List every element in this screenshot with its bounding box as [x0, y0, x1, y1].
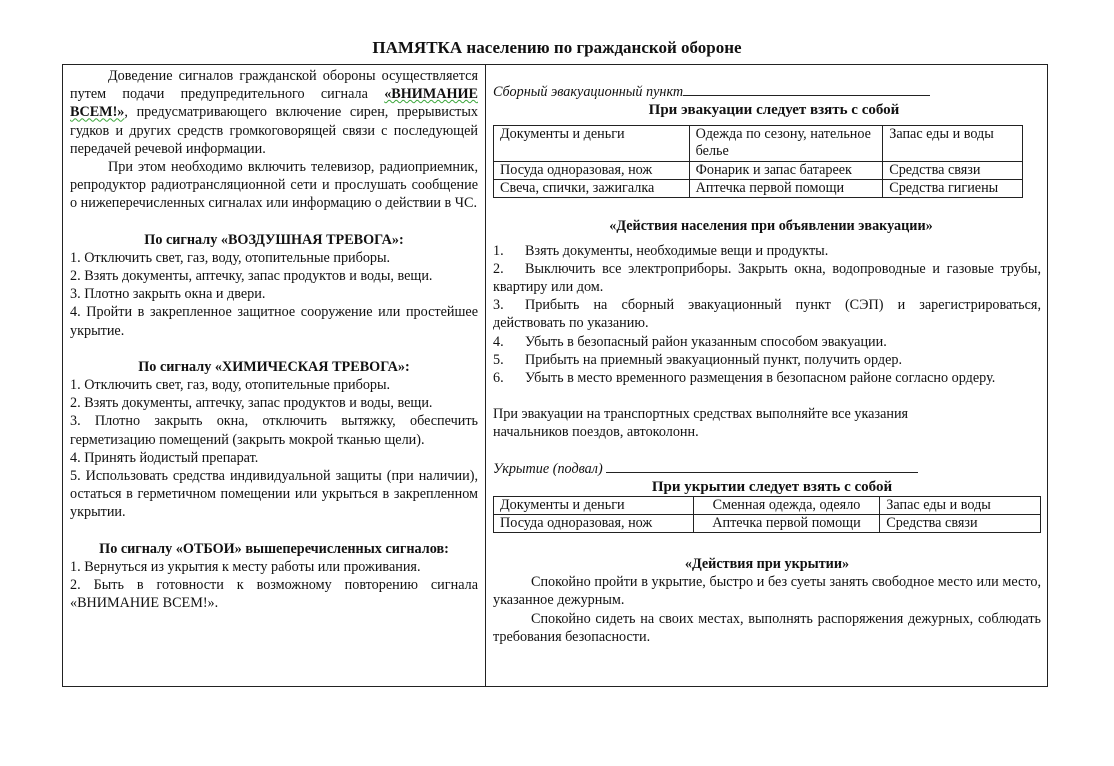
shelter-actions-heading: «Действия при укрытии» [684, 556, 850, 573]
evac-action-num: 3. [493, 297, 504, 314]
evac-action-num: 2. [493, 260, 504, 277]
evac-action-text: Взять документы, необходимые вещи и продукты. [525, 242, 829, 259]
evac-take-heading: При эвакуации следует взять с собой [648, 102, 900, 119]
evac-action-num: 1. [493, 242, 504, 259]
air-item-1: 1. Отключить свет, газ, воду, отопительные приборы. [70, 249, 391, 266]
intro1-text-a: Доведение сигналов гражданской обороны осуществляется путем подачи предупредительного сигнала [70, 68, 478, 103]
evac-point-field [493, 83, 1041, 101]
table-row [494, 515, 1041, 533]
right-column [493, 83, 1041, 646]
evac-action-5 [493, 351, 1041, 369]
evac-action-text: Выключить все электроприборы. Закрыть окна, водопроводные и газовые трубы, квартиру или дом. [493, 260, 1041, 296]
evac-supplies-table [493, 125, 1023, 198]
shelter-blank[interactable] [606, 460, 918, 473]
shelter-paragraph-2: Спокойно сидеть на своих местах, выполнять распоряжения дежурных, соблюдать требования безопасности. [493, 610, 1041, 645]
evac-action-text: Прибыть на приемный эвакуационный пункт, получить ордер. [525, 351, 903, 368]
table-cell: Документы и деньги [494, 497, 694, 515]
table-cell: Средства связи [880, 515, 1041, 533]
intro1-text-c: , предусматривающего включение сирен, прерывистых гудков и других средств громкоговорящей связи с последующей передачей речевой информации. [70, 104, 478, 157]
otboy-item-2: 2. Быть в готовности к возможному повторению сигнала «ВНИМАНИЕ ВСЕМ!». [70, 577, 478, 612]
evac-action-text: Убыть в место временного размещения в безопасном районе согласно ордеру. [525, 370, 996, 387]
table-row [494, 180, 1023, 198]
evac-point-blank[interactable] [683, 83, 930, 96]
air-item-4: 4. Пройти в закрепленное защитное сооружение или простейшее укрытие. [70, 304, 478, 339]
air-item-2: 2. Взять документы, аптечку, запас продуктов и воды, вещи. [70, 268, 433, 285]
evac-action-num: 4. [493, 333, 504, 350]
otboy-item-1: 1. Вернуться из укрытия к месту работы или проживания. [70, 558, 421, 575]
intro1-signal: «ВНИМАНИЕ ВСЕМ!» [70, 86, 478, 121]
evac-actions-heading: «Действия населения при объявлении эвакуации» [609, 218, 933, 235]
shelter-label: Укрытие (подвал) [493, 460, 603, 477]
table-row [494, 497, 1041, 515]
left-column [70, 67, 478, 612]
evac-action-4 [493, 333, 1041, 351]
evac-action-6 [493, 369, 1041, 387]
shelter-paragraph-1: Спокойно пройти в укрытие, быстро и без суеты занять свободное место или место, указанное дежурным. [493, 574, 1041, 609]
air-item-3: 3. Плотно закрыть окна и двери. [70, 286, 266, 303]
table-cell: Сменная одежда, одеяло [693, 497, 880, 515]
table-cell: Запас еды и воды [880, 497, 1041, 515]
air-alarm-heading: По сигналу «ВОЗДУШНАЯ ТРЕВОГА»: [144, 231, 404, 248]
evac-action-3 [493, 296, 1041, 332]
intro-paragraph-2: При этом необходимо включить телевизор, радиоприемник, репродуктор радиотрансляционной сети и прослушать сообщение о нижеперечисленных сигналах или информацию о действии в ЧС. [70, 159, 478, 212]
chem-item-5: 5. Использовать средства индивидуальной защиты (при наличии), остаться в герметичном помещении или укрыться в закрепленном укрытии. [70, 468, 478, 521]
evac-action-text: Прибыть на сборный эвакуационный пункт (СЭП) и зарегистрироваться, действовать по указанию. [493, 297, 1041, 332]
evac-action-text: Убыть в безопасный район указанным способом эвакуации. [525, 333, 887, 350]
evac-action-num: 6. [493, 370, 504, 387]
table-cell: Одежда по сезону, нательное белье [689, 126, 883, 162]
otboy-heading: По сигналу «ОТБОИ» вышеперечисленных сигналов: [99, 540, 449, 557]
evac-action-num: 5. [493, 351, 504, 368]
page-title: ПАМЯТКА населению по гражданской обороне [372, 38, 742, 57]
shelter-take-heading: При укрытии следует взять с собой [651, 478, 893, 495]
table-cell: Документы и деньги [494, 126, 690, 162]
intro-paragraph-1 [70, 67, 478, 158]
evac-point-label: Сборный эвакуационный пункт [493, 84, 684, 100]
table-cell: Свеча, спички, зажигалка [494, 180, 690, 198]
column-divider [485, 64, 486, 687]
table-row [494, 162, 1023, 180]
transport-note: При эвакуации на транспортных средствах выполняйте все указания начальников поездов, автоколонн. [493, 406, 909, 441]
chem-item-4: 4. Принять йодистый препарат. [70, 449, 259, 466]
table-cell: Посуда одноразовая, нож [494, 515, 694, 533]
shelter-supplies-table [493, 496, 1041, 533]
chem-item-1: 1. Отключить свет, газ, воду, отопительные приборы. [70, 377, 391, 394]
shelter-field [493, 460, 1041, 478]
table-cell: Аптечка первой помощи [689, 180, 883, 198]
table-cell: Фонарик и запас батареек [689, 162, 883, 180]
table-cell: Средства связи [883, 162, 1023, 180]
table-cell: Запас еды и воды [883, 126, 1023, 162]
chem-alarm-heading: По сигналу «ХИМИЧЕСКАЯ ТРЕВОГА»: [138, 358, 410, 375]
evac-action-2 [493, 260, 1041, 296]
table-cell: Средства гигиены [883, 180, 1023, 198]
evac-action-1 [493, 242, 1041, 260]
table-row [494, 126, 1023, 162]
table-cell: Посуда одноразовая, нож [494, 162, 690, 180]
chem-item-2: 2. Взять документы, аптечку, запас продуктов и воды, вещи. [70, 395, 433, 412]
table-cell: Аптечка первой помощи [693, 515, 880, 533]
chem-item-3: 3. Плотно закрыть окна, отключить вытяжку, обеспечить герметизацию помещений (закрыть мокрой тканью щели). [70, 413, 478, 448]
